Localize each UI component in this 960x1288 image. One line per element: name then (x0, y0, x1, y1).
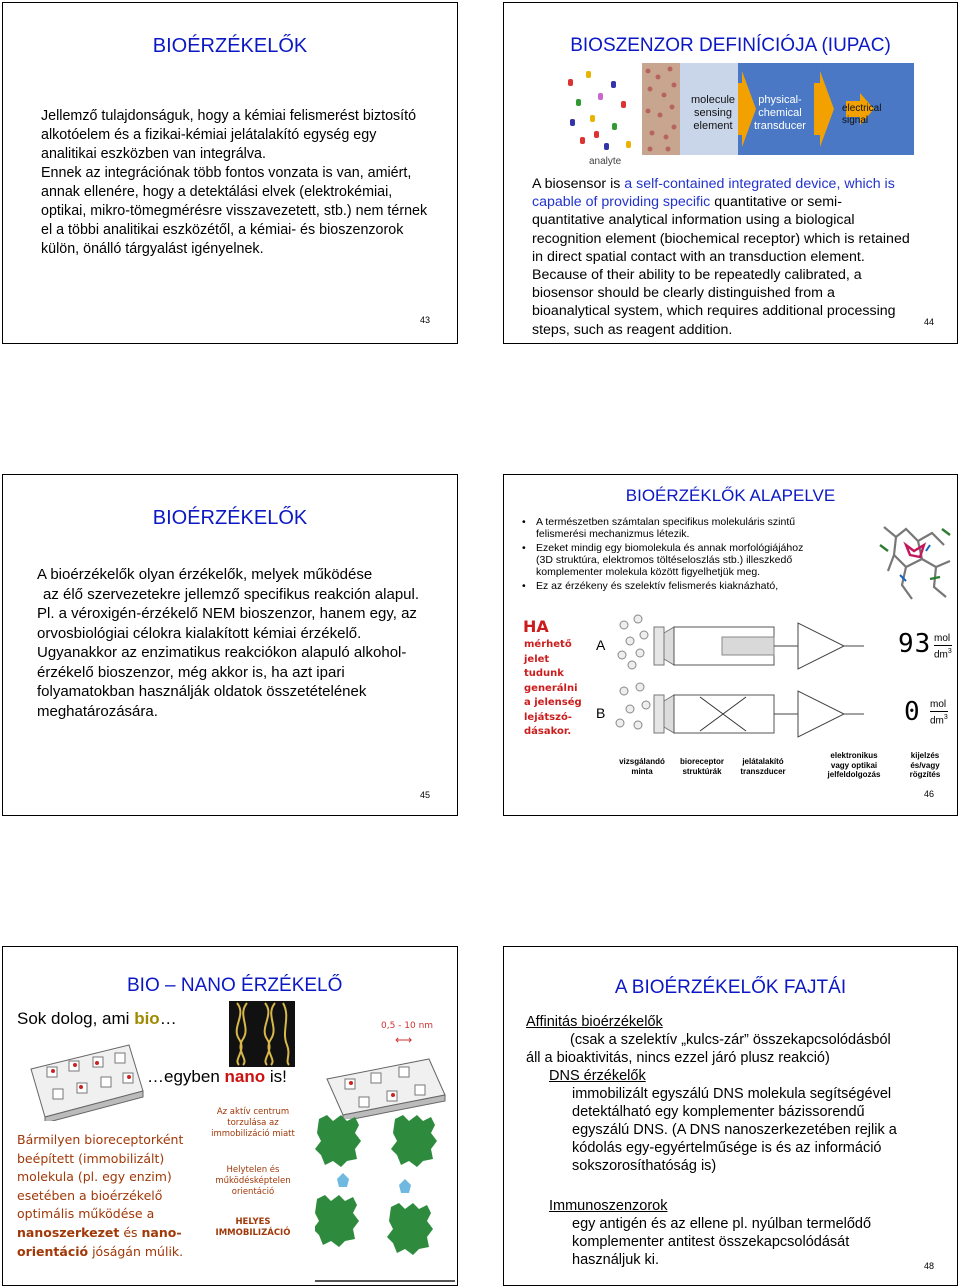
scale-arrow: ⟷ (395, 1033, 413, 1047)
caption-transducer: jelátalakító transzducer (740, 757, 786, 776)
note-distortion: Az aktív centrum torzulása az immobilizáció miatt (211, 1107, 295, 1139)
principle-bullets (522, 516, 857, 594)
note-wrong-orientation: Helytelen és működésképtelen orientáció (215, 1165, 291, 1197)
slide-48 (503, 946, 958, 1286)
caption-sample: vizsgálandó minta (619, 757, 665, 776)
text-line: steps, such as reagent addition. (532, 321, 733, 338)
slide-title: BIOÉRZÉKLŐK ALAPELVE (625, 486, 836, 505)
sok-dolog-text: Sok dolog, ami bio… (17, 1009, 177, 1028)
unit-a: mol $dm^3$ (934, 633, 952, 661)
text-line: Ennek az integrációnak több fontos vonzata is van, amiért, (41, 165, 412, 181)
slide-47 (2, 946, 458, 1286)
text-line: recognition element (biochemical receptor) which is retained (532, 230, 910, 247)
slide-title: BIOÉRZÉKELŐK (152, 507, 308, 529)
sensing-element-label: molecule sensing element (690, 94, 736, 132)
text-line: alkotóelem és a fizikai-kémiai jelátalakító egység egy (41, 127, 377, 143)
display-reading-a: 93 (898, 629, 932, 659)
text-line: bioanalytical system, which requires additional processing (532, 303, 896, 320)
slide-body (37, 565, 455, 721)
list-item: • Ez az érzékeny és szelektív felismerés kiaknázható, (522, 580, 857, 592)
affinity-heading: Affinitás bioérzékelők (526, 1014, 663, 1030)
slide-43 (2, 2, 458, 344)
row-label-b: B (596, 705, 606, 721)
tile-illustration (25, 1039, 145, 1121)
text-line: annak ellenére, hogy a detektálási elvek (elektrokémiai, (41, 184, 393, 200)
slide-title: A BIOÉRZÉKELŐK FAJTÁI (614, 977, 847, 998)
slide-45 (2, 474, 458, 816)
transducer-label: physical- chemical transducer (754, 94, 806, 132)
caption-bioreceptor: bioreceptor struktúrák (679, 757, 724, 776)
scale-label: 0,5 - 10 nm (381, 1021, 434, 1031)
caption-display: kijelzés és/vagy rögzítés (909, 751, 941, 779)
text-line: el a többi analitikai eszközétől, a kémiai- és bioszenzorok (41, 222, 404, 238)
sample-a (618, 615, 648, 669)
dns-heading: DNS érzékelők (549, 1068, 646, 1084)
text-line: folyamatokban használják oldatok összetételének (37, 683, 367, 700)
page-number: 48 (924, 1261, 935, 1271)
page-number: 43 (420, 315, 431, 325)
text-line: meghatározására. (37, 702, 158, 720)
text-line: in direct spatial contact with an transduction element. (532, 248, 865, 265)
analyte-particles (566, 71, 641, 156)
definition-text (532, 175, 957, 339)
note-correct-immobilization: HELYES IMMOBILIZÁCIÓ (215, 1217, 291, 1238)
text-line: Jellemző tulajdonságuk, hogy a kémiai felismerést biztosító (41, 108, 417, 124)
text-line: quantitative analytical information using a biological (532, 212, 855, 229)
dna-image (229, 1001, 295, 1067)
immuno-heading: Immunoszenzorok (549, 1198, 668, 1214)
enzyme-orientation-illustration (315, 1113, 455, 1283)
signal-label: electrical signal (842, 103, 882, 126)
dns-text: immobilizált egyszálú DNS molekula segítségével detektálható egy komplementer bázissorendű egyszálú DNS. (A DNS nanoszerkezetében rejlik a kódolás egy-egyértelműsége is és az információ sokszorosíthatóság is) (572, 1086, 897, 1174)
text-line: A bioérzékelők olyan érzékelők, melyek működése (37, 566, 373, 583)
text-line: optikai, mikro-tömegmérésre visszavezetett, stb.) nem térnek (41, 203, 428, 219)
slide-title: BIO – NANO ÉRZÉKELŐ (127, 975, 343, 996)
ha-text: mérhető jelet tudunk generálni a jelenség lejátszó- dásakor. (524, 639, 582, 737)
text-line: érzékelő bioszenzor, még akkor is, ha azt ipari (37, 663, 345, 681)
signal-chain-diagram (614, 613, 914, 753)
list-item: • A természetben számtalan specifikus molekuláris szintű felismerési mechanizmus létezik. (522, 516, 857, 540)
egyben-nano-text: …egyben nano is! (147, 1067, 287, 1086)
text-line: (csak a szelektív „kulcs-zár” összekapcsolódásból (570, 1032, 891, 1048)
slide-46 (503, 474, 958, 816)
analyte-label: analyte (589, 156, 622, 167)
text-line: külön, önálló tárgyalást igényelnek. (41, 241, 264, 257)
text-line: Pl. a véroxigén-érzékelő NEM bioszenzor, hanem egy, az (37, 605, 417, 622)
text-line: A biosensor is a self-contained integrated device, which is (532, 176, 895, 192)
ha-heading: HA (523, 617, 549, 636)
sample-b (616, 683, 650, 729)
slide-44 (503, 2, 958, 344)
row-label-a: A (596, 637, 606, 653)
page-number: 44 (924, 317, 935, 327)
page-number: 45 (420, 790, 431, 800)
slide-title: BIOÉRZÉKELŐK (152, 35, 308, 57)
text-line: orvosbiológiai célokra kialakított kémiai érzékelő. (37, 624, 362, 642)
immuno-text: egy antigén és az ellene pl. nyúlban termelődő komplementer antitest összekapcsolódását használjuk ki. (572, 1216, 872, 1268)
page-number: 46 (924, 789, 935, 799)
display-reading-b: 0 (904, 697, 920, 727)
caption-processing: elektronikus vagy optikai jelfeldolgozás (827, 751, 881, 779)
slide-title: BIOSZENZOR DEFINÍCIÓJA (IUPAC) (570, 35, 891, 56)
text-line: biosensor should be clearly distinguished from a (532, 285, 835, 302)
text-line: Because of their ability to be repeatedly calibrated, a (532, 267, 862, 284)
text-line: az élő szervezetekre jellemző specifikus reakción alapul. (43, 585, 420, 603)
molecule-structure-image (876, 515, 956, 607)
text-line: capable of providing specific quantitative or semi- (532, 194, 842, 211)
tile-illustration-right (323, 1057, 449, 1119)
list-item: • Ezeket mindig egy biomolekula és annak morfológiájához (3D struktúra, elektromos töltéseloszlás stb.) illeszkedő komplementer molekula között figyelhetjük meg. (522, 542, 857, 578)
text-line: áll a bioaktivitás, nincs ezzel járó plusz reakció) (526, 1050, 830, 1066)
nano-orientation-text: Bármilyen bioreceptorként beépített (immobilizált) molekula (pl. egy enzim) esetében a bioérzékelő optimális működése a nanoszerkezet és nano- orientáció jóságán múlik. (17, 1132, 184, 1259)
text-line: analitikai eszközben van integrálva. (41, 146, 266, 162)
slide-body (41, 107, 451, 259)
text-line: Ugyanakkor az enzimatikus reakciókon alapuló alkohol- (37, 644, 407, 661)
unit-b: mol $dm^3$ (930, 699, 948, 727)
